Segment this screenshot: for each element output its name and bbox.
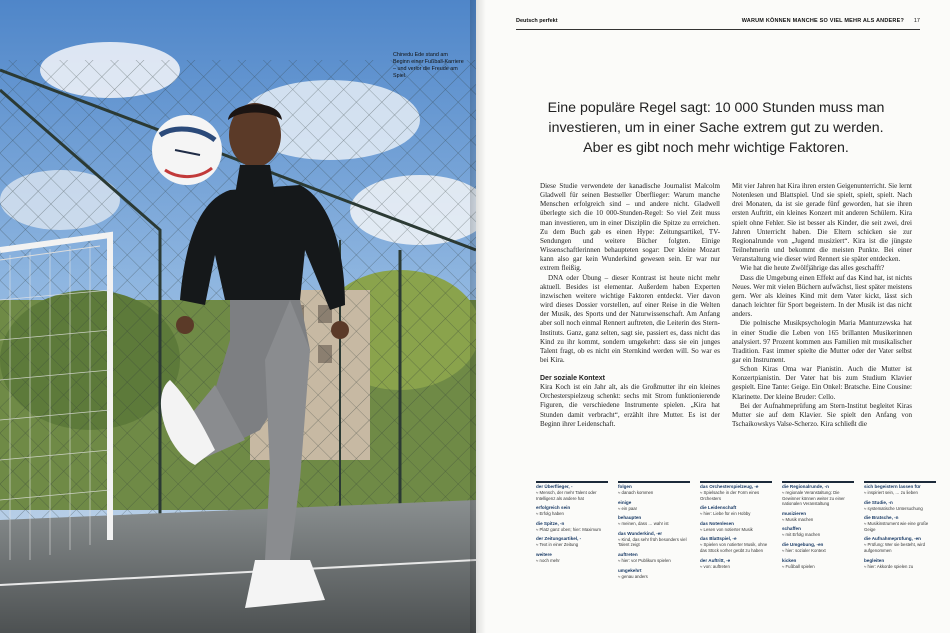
glossary-definition: ≈ Platz ganz oben; hier: Maximum — [536, 526, 601, 532]
glossary-term: umgekehrt — [618, 567, 642, 573]
glossary-definition: ≈ von: auftreten — [700, 563, 730, 569]
glossary-entry — [782, 557, 854, 570]
glossary-term: kicken — [782, 557, 797, 563]
paragraph: Wie hat die heute Zwölfjährige das alles geschafft? — [740, 264, 885, 273]
photo-caption: Chinedu Ede stand am Beginn einer Fußball-Karriere – und verlor die Freude am Spiel. — [393, 52, 464, 79]
glossary-term: das Notenlesen — [700, 520, 734, 526]
glossary-entry — [782, 541, 854, 554]
glossary-term: sich begeistern lassen für — [864, 484, 921, 489]
glossary-definition: ≈ Musik machen — [782, 516, 814, 522]
glossary-definition: ≈ Erfolg haben — [536, 511, 564, 517]
paragraph: Schon Kiras Oma war Pianistin. Auch die Mutter ist Konzertpianistin. Der Vater hat bis zum Studium Klavier gespielt. Eine Tante: Geige. Ein Onkel: Bratsche. Eine Cousine: Klarinette. Der kleine Bruder: Cello. — [732, 365, 913, 401]
glossary-entry — [864, 514, 936, 532]
glossary-entry — [618, 567, 690, 580]
glossary-term: die Umgebung, -en — [782, 541, 824, 547]
glossary-term: behaupten — [618, 515, 642, 521]
glossary-entry — [536, 481, 608, 501]
glossary-entry — [700, 481, 772, 501]
paragraph: Bei der Aufnahmeprüfung am Stern-Institut begleitet Kiras Mutter sie auf dem Klavier. Sie spielt den Anfang von Tschaikowskys Valse-Scherzo. Kira schließt die — [732, 401, 912, 429]
glossary-term: begleiten — [864, 557, 885, 563]
glossary-term: die Regionalrunde, -n — [782, 484, 829, 489]
article-title: WARUM KÖNNEN MANCHE SO VIEL MEHR ALS ANDERE? — [741, 18, 904, 24]
glossary-entry — [700, 520, 772, 533]
paragraph: Kira Koch ist ein Jahr alt, als die Großmutter ihr ein kleines Orchesterspielzeug schenkt: sechs mit Strom funktionierende Figuren, die verschiedene Instrumente spielen. „Kira hat Stunden damit verbracht“, erzählt ihre Mutter. Es ist der Beginn ihrer Leidenschaft. — [540, 383, 720, 428]
glossary-term: das Blattspiel, -e — [700, 536, 737, 542]
glossary-entry — [700, 557, 772, 570]
page-number: 17 — [913, 18, 920, 24]
paragraph: Mit vier Jahren hat Kira ihren ersten Geigenunterricht. Sie lernt Notenlesen und Blattspiel. Und sie spielt, spielt, spielt. Nach drei Monaten, da ist sie gerade fünf geworden, hat sie ihren ersten Auftritt, ein kleines Konzert mit anderen Schülern. Kira spielt ohne Fehler. Sie ist besser als Kinder, die seit zwei, drei Jahren Unterricht haben. Die Eltern schicken sie zur Regionalrunde von „Jugend musiziert“. Kira ist die jüngste Teilnehmerin und bekommt die meisten Punkte. Bei einer Veranstaltung wie dieser wird Rennert sie später entdecken. — [732, 182, 912, 264]
glossary-term: der Auftritt, -e — [700, 557, 731, 563]
glossary-entry — [618, 481, 690, 496]
glossary-entry — [536, 535, 608, 548]
glossary-term: der Überflieger, - — [536, 484, 573, 489]
glossary-definition: ≈ Fußball spielen — [782, 563, 815, 569]
glossary-entry — [782, 481, 854, 507]
header-rule — [516, 29, 920, 30]
glossary-definition: ≈ Musikinstrument wie eine große Geige — [864, 521, 929, 532]
glossary-column — [536, 481, 608, 582]
glossary-entry — [864, 481, 936, 496]
glossary-definition: ≈ hier: vor Publikum spielen — [618, 557, 671, 563]
glossary-definition: ≈ ein paar — [618, 505, 638, 511]
glossary-entry — [618, 551, 690, 564]
glossary-definition: ≈ Lesen von notierter Musik — [700, 526, 753, 532]
glossary-column — [618, 481, 690, 582]
glossary-definition: ≈ genau anders — [618, 573, 648, 579]
article-body — [540, 182, 912, 452]
glossary-term: die Studie, -n — [864, 499, 893, 505]
glossary-column — [864, 481, 936, 582]
lead-text: Eine populäre Regel sagt: 10 000 Stunden muss man investieren, um in einer Sache extrem gut zu werden. Aber es gibt noch mehr wichtige Faktoren. — [547, 100, 885, 156]
glossary-definition: ≈ noch mehr — [536, 557, 560, 563]
paragraph: Dass die Umgebung einen Effekt auf das Kind hat, ist nichts Neues. Wer mit vielen Büchern aufwächst, liest später meistens gern. Wer als kleines Kind mit dem Vater kickt, lässt sich danach leichter für Sport begeistern. In der Musik ist das nicht anders. — [732, 273, 912, 319]
glossary-definition: ≈ Text in einer Zeitung — [536, 542, 579, 548]
glossary-term: musizieren — [782, 510, 806, 516]
paragraph: Diese Studie verwendete der kanadische Journalist Malcolm Gladwell für seinen Bestseller Überflieger: Warum manche Menschen erfolgreich sind – und andere nicht. Gladwell überlegte sich die 10 000-Stunden-Regel: So viel Zeit muss man investieren, um in einer Disziplin die Spitze zu erreichen. Zu dem Buch gab es einen Hype: Zeitungsartikel, TV-Sendungen und weitere Bücher folgten. Einige Wissenschaftlerinnen behaupteten sogar: Der kleine Mozart kann also gar kein Wunderkind gewesen sein. Er war nur extrem fleißig. — [540, 182, 720, 273]
glossary-definition: ≈ danach kommen — [618, 490, 654, 495]
page-gutter — [470, 0, 486, 633]
glossary-definition: ≈ hier: sozialer Kontext — [782, 547, 826, 553]
subheading: Der soziale Kontext — [540, 375, 605, 383]
glossary-entry — [618, 499, 690, 512]
glossary-definition: ≈ regionale Veranstaltung: Die Gewinner können weiter zu einer nationalen Veranstaltung — [782, 490, 845, 507]
glossary-term: der Zeitungsartikel, - — [536, 536, 582, 542]
glossary-term: weitere — [536, 551, 552, 557]
glossary-entry — [536, 520, 608, 533]
glossary-entry — [700, 535, 772, 553]
glossary-definition: ≈ hier: Akkorde spielen zu — [864, 563, 914, 569]
glossary-term: die Bratsche, -n — [864, 515, 899, 521]
glossary-term: die Aufnahmeprüfung, -en — [864, 536, 921, 542]
glossary-entry — [782, 510, 854, 523]
magazine-name: Deutsch perfekt — [516, 18, 558, 24]
glossary-definition: ≈ mit Erfolg machen — [782, 532, 821, 538]
glossary-definition: ≈ Prüfung: Wer sie besteht, wird aufgenommen — [864, 542, 926, 553]
paragraph: Die polnische Musikpsychologin Maria Manturzewska hat in einer Studie die Leben von 165 brillanten Musikerinnen analysiert. 97 Prozent kommen aus Familien mit musikalischer Tradition. Fast immer spielte die Mutter oder der Vater selbst gar ein Instrument. — [732, 319, 912, 364]
glossary-definition: ≈ systematische Untersuchung — [864, 505, 923, 511]
glossary-definition: ≈ Mensch, der mehr Talent oder Intelligenz als andere hat — [536, 490, 597, 501]
glossary-term: einige — [618, 499, 632, 505]
glossary-definition: ≈ hier: Liebe für ein Hobby — [700, 511, 751, 517]
glossary-entry — [782, 525, 854, 538]
glossary-entry — [864, 557, 936, 570]
running-head — [516, 18, 920, 28]
glossary-term: folgen — [618, 484, 632, 489]
glossary-definition: ≈ Spielsache in der Form eines Orchesters — [700, 490, 760, 501]
glossary-column — [782, 481, 854, 582]
glossary-term: die Spitze, -n — [536, 520, 565, 526]
glossary-term: die Leidenschaft — [700, 505, 737, 511]
glossary-entry — [700, 504, 772, 517]
glossary-entry — [536, 551, 608, 564]
glossary-entry — [864, 499, 936, 512]
glossary-entry — [536, 504, 608, 517]
glossary-definition: ≈ meinen, dass … wahr ist — [618, 521, 669, 527]
glossary — [536, 481, 945, 582]
glossary-entry — [864, 535, 936, 553]
glossary-term: auftreten — [618, 551, 638, 557]
paragraph: DNA oder Übung – dieser Kontrast ist heute nicht mehr aktuell. Besides ist elementar. Außerdem haben Experten inzwischen weitere wichtige Faktoren entdeckt. Vier davon wird dieses Dossier vorstellen, auf einer Reise in die Welten der Musik, des Sports und der Naturwissenschaft. Am Anfang aber soll noch einmal Rennert auftreten, die Leiterin des Stern-Instituts. Ganz, ganz selten, sagt sie, passiert es, dass nicht das Kind zu ihr kommt, sondern umgekehrt: dass sie ein junges Talent fragt, ob es nicht ein Sternkind werden will. So war es bei Kira. — [540, 273, 720, 364]
glossary-definition: ≈ Spielen von notierter Musik, ohne das Stück vorher geübt zu haben — [700, 542, 768, 553]
glossary-entry — [618, 514, 690, 527]
glossary-column — [700, 481, 772, 582]
glossary-definition: ≈ inspiriert sein, … zu lieben — [864, 490, 918, 495]
glossary-term: das Wunderkind, -er — [618, 530, 663, 536]
glossary-term: schaffen — [782, 526, 801, 532]
glossary-definition: ≈ Kind, das sehr früh besonders viel Talent zeigt — [618, 536, 687, 548]
article-page — [476, 0, 950, 633]
glossary-term: das Orchesterspielzeug, -e — [700, 484, 759, 489]
glossary-entry — [618, 530, 690, 548]
glossary-term: erfolgreich sein — [536, 505, 571, 511]
